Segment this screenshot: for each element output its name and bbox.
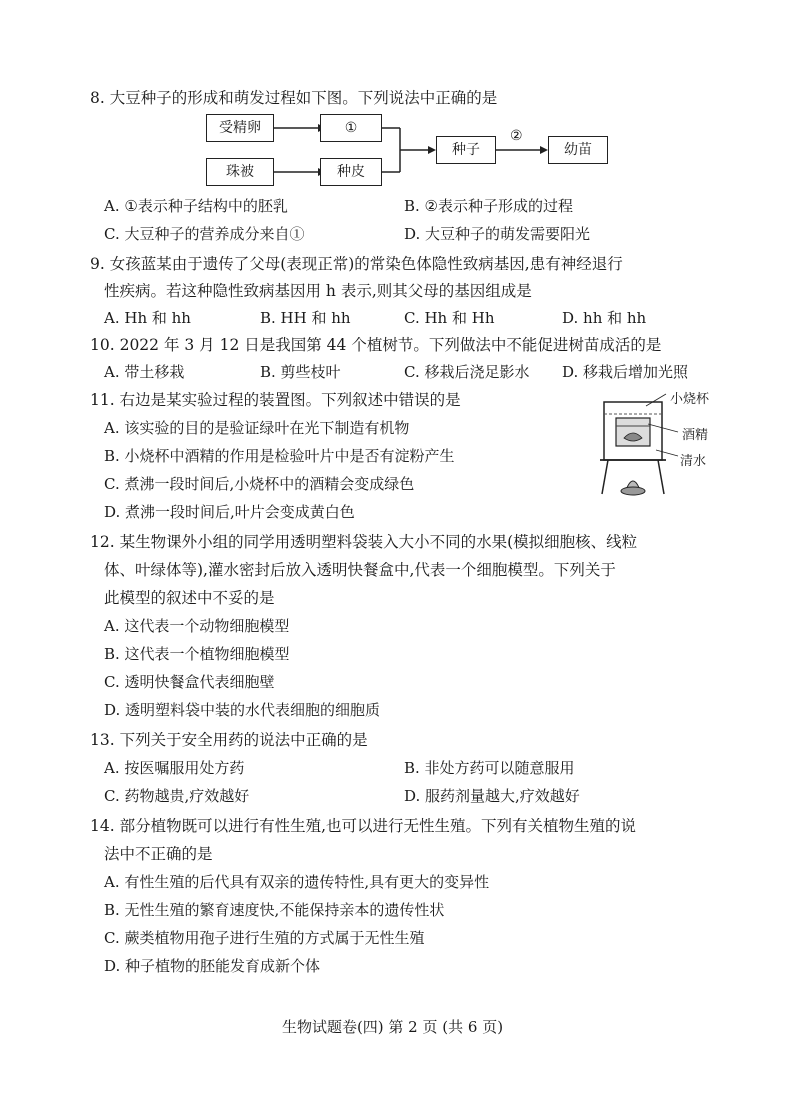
q12-option-b: B. 这代表一个植物细胞模型 — [104, 645, 290, 663]
diagram-seed-box: 种子 — [436, 136, 496, 164]
q10-option-a: A. 带土移栽 — [104, 363, 185, 381]
q9-line-1: 9. 女孩蓝某由于遗传了父母(表现正常)的常染色体隐性致病基因,患有神经退行 — [90, 255, 623, 273]
water-label: 清水 — [680, 454, 707, 469]
q14-option-a: A. 有性生殖的后代具有双亲的遗传特性,具有更大的变异性 — [104, 873, 490, 891]
q11-option-a: A. 该实验的目的是验证绿叶在光下制造有机物 — [104, 419, 410, 437]
q9-option-a: A. Hh 和 hh — [104, 309, 191, 327]
q12-option-a: A. 这代表一个动物细胞模型 — [104, 617, 290, 635]
small-beaker-label: 小烧杯 — [670, 392, 710, 407]
page-footer: 生物试题卷(四) 第 2 页 (共 6 页) — [281, 1018, 504, 1036]
q12-line-3: 此模型的叙述中不妥的是 — [104, 589, 275, 607]
q8-option-b: B. ②表示种子形成的过程 — [404, 197, 574, 215]
q9-line-2: 性疾病。若这种隐性致病基因用 h 表示,则其父母的基因组成是 — [104, 282, 532, 300]
q13-stem: 13. 下列关于安全用药的说法中正确的是 — [90, 731, 368, 749]
q8-option-a: A. ①表示种子结构中的胚乳 — [104, 197, 288, 215]
q12-line-2: 体、叶绿体等),灌水密封后放入透明快餐盒中,代表一个细胞模型。下列关于 — [104, 561, 616, 579]
q10-stem: 10. 2022 年 3 月 12 日是我国第 44 个植树节。下列做法中不能促进树苗成活的是 — [90, 336, 662, 354]
q8-stem: 8. 大豆种子的形成和萌发过程如下图。下列说法中正确的是 — [90, 89, 498, 107]
q11-option-d: D. 煮沸一段时间后,叶片会变成黄白色 — [104, 503, 355, 521]
q11-option-b: B. 小烧杯中酒精的作用是检验叶片中是否有淀粉产生 — [104, 447, 455, 465]
q12-line-1: 12. 某生物课外小组的同学用透明塑料袋装入大小不同的水果(模拟细胞核、线粒 — [90, 533, 638, 551]
alcohol-label: 酒精 — [682, 428, 709, 443]
q12-option-d: D. 透明塑料袋中装的水代表细胞的细胞质 — [104, 701, 381, 719]
q8-option-c: C. 大豆种子的营养成分来自① — [104, 225, 305, 243]
diagram-fertilized-egg-box: 受精卵 — [206, 114, 274, 142]
diagram-seed-coat-box: 种皮 — [320, 158, 382, 186]
q10-option-b: B. 剪些枝叶 — [260, 363, 341, 381]
q13-option-c: C. 药物越贵,疗效越好 — [104, 787, 250, 805]
q11-option-c: C. 煮沸一段时间后,小烧杯中的酒精会变成绿色 — [104, 475, 415, 493]
q13-option-b: B. 非处方药可以随意服用 — [404, 759, 575, 777]
q14-option-b: B. 无性生殖的繁育速度快,不能保持亲本的遗传性状 — [104, 901, 445, 919]
q9-option-b: B. HH 和 hh — [260, 309, 351, 327]
q14-option-c: C. 蕨类植物用孢子进行生殖的方式属于无性生殖 — [104, 929, 425, 947]
q13-option-d: D. 服药剂量越大,疗效越好 — [404, 787, 580, 805]
q14-option-d: D. 种子植物的胚能发育成新个体 — [104, 957, 321, 975]
diagram-circle1-box: ① — [320, 114, 382, 142]
diagram-circle2-label: ② — [510, 128, 523, 144]
diagram-integument-box: 珠被 — [206, 158, 274, 186]
q9-option-d: D. hh 和 hh — [562, 309, 647, 327]
q14-line-1: 14. 部分植物既可以进行有性生殖,也可以进行无性生殖。下列有关植物生殖的说 — [90, 817, 637, 835]
q10-option-d: D. 移栽后增加光照 — [562, 363, 689, 381]
q10-option-c: C. 移栽后浇足影水 — [404, 363, 530, 381]
q13-option-a: A. 按医嘱服用处方药 — [104, 759, 245, 777]
q14-line-2: 法中不正确的是 — [104, 845, 213, 863]
q12-option-c: C. 透明快餐盒代表细胞壁 — [104, 673, 275, 691]
diagram-seedling-box: 幼苗 — [548, 136, 608, 164]
q11-stem: 11. 右边是某实验过程的装置图。下列叙述中错误的是 — [90, 391, 461, 409]
q9-option-c: C. Hh 和 Hh — [404, 309, 495, 327]
q8-option-d: D. 大豆种子的萌发需要阳光 — [404, 225, 591, 243]
